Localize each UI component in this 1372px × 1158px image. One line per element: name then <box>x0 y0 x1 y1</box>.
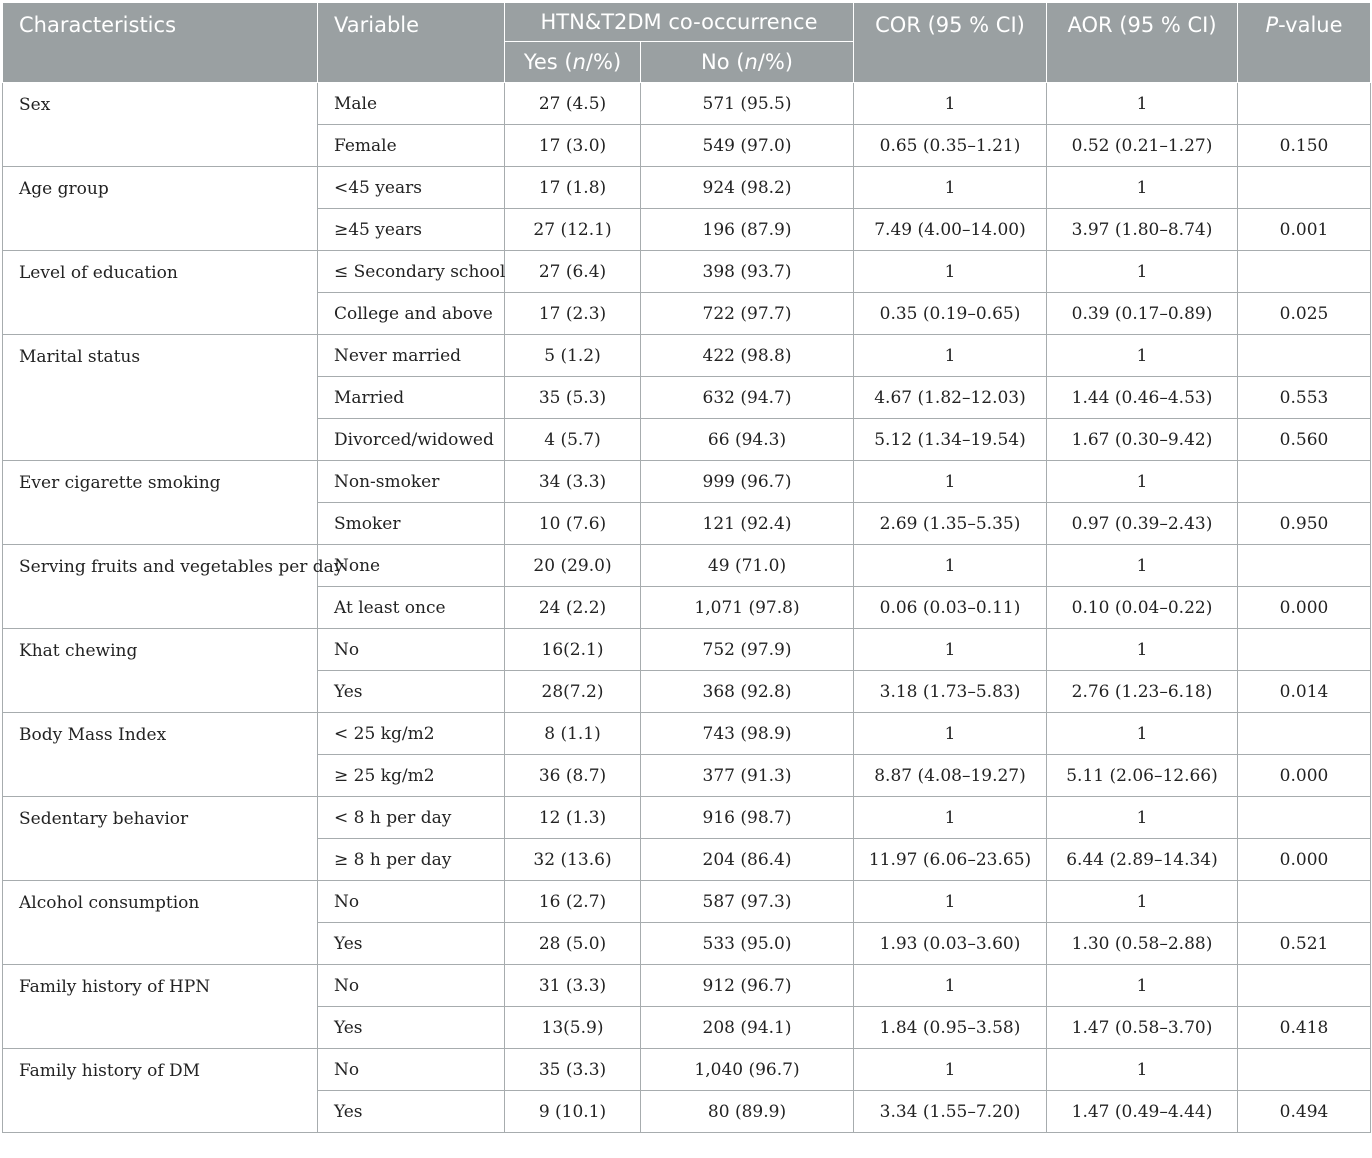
cor-cell: 1 <box>854 545 1047 587</box>
p-value-cell <box>1238 167 1371 209</box>
table-row <box>3 713 1371 755</box>
header-p-value <box>1238 3 1371 83</box>
cor-cell: 4.67 (1.82–12.03) <box>854 377 1047 419</box>
aor-cell: 1 <box>1047 545 1238 587</box>
no-count-cell: 377 (91.3) <box>641 755 854 797</box>
table-body <box>3 83 1371 1133</box>
table-row <box>3 461 1371 503</box>
no-count-cell: 912 (96.7) <box>641 965 854 1007</box>
no-count-cell: 999 (96.7) <box>641 461 854 503</box>
aor-cell: 5.11 (2.06–12.66) <box>1047 755 1238 797</box>
yes-count-cell: 10 (7.6) <box>505 503 641 545</box>
cor-cell: 1 <box>854 797 1047 839</box>
aor-cell: 1 <box>1047 335 1238 377</box>
p-value-cell: 0.000 <box>1238 839 1371 881</box>
cor-cell: 1 <box>854 629 1047 671</box>
variable-cell: ≥ 8 h per day <box>318 839 505 881</box>
variable-cell: No <box>318 1049 505 1091</box>
yes-count-cell: 35 (5.3) <box>505 377 641 419</box>
table-row <box>3 797 1371 839</box>
no-count-cell: 121 (92.4) <box>641 503 854 545</box>
yes-count-cell: 17 (1.8) <box>505 167 641 209</box>
aor-cell: 1 <box>1047 83 1238 125</box>
characteristic-cell: Family history of DM <box>3 1049 318 1133</box>
cor-cell: 1 <box>854 881 1047 923</box>
no-count-cell: 924 (98.2) <box>641 167 854 209</box>
aor-cell: 1 <box>1047 251 1238 293</box>
header-yes <box>505 42 641 83</box>
p-value-cell <box>1238 545 1371 587</box>
no-count-cell: 587 (97.3) <box>641 881 854 923</box>
variable-cell: Divorced/widowed <box>318 419 505 461</box>
cor-cell: 1 <box>854 335 1047 377</box>
cor-cell: 3.34 (1.55–7.20) <box>854 1091 1047 1133</box>
no-count-cell: 398 (93.7) <box>641 251 854 293</box>
cor-cell: 1.93 (0.03–3.60) <box>854 923 1047 965</box>
variable-cell: ≥ 25 kg/m2 <box>318 755 505 797</box>
header-no-main: No ( <box>701 50 745 74</box>
cor-cell: 1 <box>854 1049 1047 1091</box>
cor-cell: 1 <box>854 83 1047 125</box>
p-value-cell <box>1238 629 1371 671</box>
header-yes-tail: /%) <box>585 50 622 74</box>
header-no-tail: /%) <box>757 50 793 74</box>
cor-cell: 0.65 (0.35–1.21) <box>854 125 1047 167</box>
characteristic-cell: Alcohol consumption <box>3 881 318 965</box>
table-row <box>3 335 1371 377</box>
cor-cell: 8.87 (4.08–19.27) <box>854 755 1047 797</box>
cor-cell: 1 <box>854 461 1047 503</box>
yes-count-cell: 12 (1.3) <box>505 797 641 839</box>
cor-cell: 1.84 (0.95–3.58) <box>854 1007 1047 1049</box>
yes-count-cell: 9 (10.1) <box>505 1091 641 1133</box>
aor-cell: 1 <box>1047 797 1238 839</box>
yes-count-cell: 34 (3.3) <box>505 461 641 503</box>
no-count-cell: 743 (98.9) <box>641 713 854 755</box>
table-row <box>3 1049 1371 1091</box>
yes-count-cell: 20 (29.0) <box>505 545 641 587</box>
p-value-cell: 0.001 <box>1238 209 1371 251</box>
no-count-cell: 49 (71.0) <box>641 545 854 587</box>
variable-cell: < 25 kg/m2 <box>318 713 505 755</box>
variable-cell: <45 years <box>318 167 505 209</box>
cor-cell: 7.49 (4.00–14.00) <box>854 209 1047 251</box>
header-no-n: n <box>744 50 758 74</box>
characteristic-cell: Level of education <box>3 251 318 335</box>
p-value-cell: 0.014 <box>1238 671 1371 713</box>
aor-cell: 1.67 (0.30–9.42) <box>1047 419 1238 461</box>
no-count-cell: 722 (97.7) <box>641 293 854 335</box>
cor-cell: 3.18 (1.73–5.83) <box>854 671 1047 713</box>
yes-count-cell: 32 (13.6) <box>505 839 641 881</box>
characteristic-cell: Marital status <box>3 335 318 461</box>
variable-cell: Yes <box>318 1091 505 1133</box>
no-count-cell: 80 (89.9) <box>641 1091 854 1133</box>
table-row <box>3 83 1371 125</box>
aor-cell: 1 <box>1047 965 1238 1007</box>
characteristic-cell: Ever cigarette smoking <box>3 461 318 545</box>
no-count-cell: 916 (98.7) <box>641 797 854 839</box>
variable-cell: ≥45 years <box>318 209 505 251</box>
p-value-cell <box>1238 335 1371 377</box>
yes-count-cell: 24 (2.2) <box>505 587 641 629</box>
p-value-cell <box>1238 965 1371 1007</box>
no-count-cell: 368 (92.8) <box>641 671 854 713</box>
variable-cell: Yes <box>318 1007 505 1049</box>
characteristic-cell: Sex <box>3 83 318 167</box>
header-yes-main: Yes ( <box>523 50 573 74</box>
p-value-cell: 0.553 <box>1238 377 1371 419</box>
aor-cell: 1 <box>1047 713 1238 755</box>
p-value-cell: 0.494 <box>1238 1091 1371 1133</box>
aor-cell: 0.39 (0.17–0.89) <box>1047 293 1238 335</box>
aor-cell: 0.10 (0.04–0.22) <box>1047 587 1238 629</box>
p-value-cell <box>1238 797 1371 839</box>
yes-count-cell: 31 (3.3) <box>505 965 641 1007</box>
aor-cell: 1 <box>1047 1049 1238 1091</box>
p-value-cell: 0.150 <box>1238 125 1371 167</box>
aor-cell: 1.44 (0.46–4.53) <box>1047 377 1238 419</box>
variable-cell: < 8 h per day <box>318 797 505 839</box>
results-table <box>2 2 1371 1133</box>
no-count-cell: 204 (86.4) <box>641 839 854 881</box>
cor-cell: 11.97 (6.06–23.65) <box>854 839 1047 881</box>
variable-cell: Male <box>318 83 505 125</box>
no-count-cell: 571 (95.5) <box>641 83 854 125</box>
variable-cell: None <box>318 545 505 587</box>
header-cooccurrence: HTN&T2DM co-occurrence <box>505 3 854 42</box>
variable-cell: Smoker <box>318 503 505 545</box>
header-variable: Variable <box>318 3 505 83</box>
yes-count-cell: 36 (8.7) <box>505 755 641 797</box>
cor-cell: 1 <box>854 713 1047 755</box>
variable-cell: Married <box>318 377 505 419</box>
aor-cell: 1.30 (0.58–2.88) <box>1047 923 1238 965</box>
no-count-cell: 196 (87.9) <box>641 209 854 251</box>
header-characteristics: Characteristics <box>3 3 318 83</box>
characteristic-cell: Khat chewing <box>3 629 318 713</box>
p-value-cell <box>1238 461 1371 503</box>
cor-cell: 2.69 (1.35–5.35) <box>854 503 1047 545</box>
p-value-cell: 0.418 <box>1238 1007 1371 1049</box>
table-header <box>3 3 1371 83</box>
yes-count-cell: 5 (1.2) <box>505 335 641 377</box>
p-value-cell: 0.000 <box>1238 755 1371 797</box>
p-value-cell: 0.521 <box>1238 923 1371 965</box>
header-cor: COR (95 % CI) <box>854 3 1047 83</box>
yes-count-cell: 4 (5.7) <box>505 419 641 461</box>
p-value-cell <box>1238 251 1371 293</box>
no-count-cell: 66 (94.3) <box>641 419 854 461</box>
yes-count-cell: 13(5.9) <box>505 1007 641 1049</box>
no-count-cell: 632 (94.7) <box>641 377 854 419</box>
aor-cell: 1 <box>1047 881 1238 923</box>
aor-cell: 3.97 (1.80–8.74) <box>1047 209 1238 251</box>
no-count-cell: 422 (98.8) <box>641 335 854 377</box>
header-p-prefix: P <box>1265 13 1279 37</box>
header-yes-n: n <box>572 50 586 74</box>
variable-cell: No <box>318 881 505 923</box>
no-count-cell: 549 (97.0) <box>641 125 854 167</box>
p-value-cell: 0.950 <box>1238 503 1371 545</box>
no-count-cell: 1,071 (97.8) <box>641 587 854 629</box>
table-row <box>3 965 1371 1007</box>
aor-cell: 6.44 (2.89–14.34) <box>1047 839 1238 881</box>
characteristic-cell: Sedentary behavior <box>3 797 318 881</box>
cor-cell: 5.12 (1.34–19.54) <box>854 419 1047 461</box>
variable-cell: Female <box>318 125 505 167</box>
header-p-suffix: -value <box>1278 13 1343 37</box>
yes-count-cell: 28(7.2) <box>505 671 641 713</box>
cor-cell: 1 <box>854 251 1047 293</box>
characteristic-cell: Family history of HPN <box>3 965 318 1049</box>
p-value-cell: 0.025 <box>1238 293 1371 335</box>
characteristic-cell: Serving fruits and vegetables per day <box>3 545 318 629</box>
no-count-cell: 1,040 (96.7) <box>641 1049 854 1091</box>
p-value-cell: 0.560 <box>1238 419 1371 461</box>
characteristic-cell: Age group <box>3 167 318 251</box>
yes-count-cell: 27 (6.4) <box>505 251 641 293</box>
yes-count-cell: 27 (12.1) <box>505 209 641 251</box>
p-value-cell: 0.000 <box>1238 587 1371 629</box>
cor-cell: 0.06 (0.03–0.11) <box>854 587 1047 629</box>
table-row <box>3 629 1371 671</box>
yes-count-cell: 16(2.1) <box>505 629 641 671</box>
aor-cell: 1 <box>1047 461 1238 503</box>
p-value-cell <box>1238 1049 1371 1091</box>
variable-cell: ≤ Secondary school <box>318 251 505 293</box>
yes-count-cell: 16 (2.7) <box>505 881 641 923</box>
no-count-cell: 752 (97.9) <box>641 629 854 671</box>
variable-cell: No <box>318 965 505 1007</box>
header-aor: AOR (95 % CI) <box>1047 3 1238 83</box>
no-count-cell: 208 (94.1) <box>641 1007 854 1049</box>
variable-cell: No <box>318 629 505 671</box>
aor-cell: 0.97 (0.39–2.43) <box>1047 503 1238 545</box>
table-row <box>3 545 1371 587</box>
characteristic-cell: Body Mass Index <box>3 713 318 797</box>
yes-count-cell: 28 (5.0) <box>505 923 641 965</box>
variable-cell: Yes <box>318 923 505 965</box>
table-row <box>3 881 1371 923</box>
no-count-cell: 533 (95.0) <box>641 923 854 965</box>
yes-count-cell: 17 (2.3) <box>505 293 641 335</box>
header-no <box>641 42 854 83</box>
cor-cell: 1 <box>854 167 1047 209</box>
aor-cell: 1 <box>1047 167 1238 209</box>
cor-cell: 0.35 (0.19–0.65) <box>854 293 1047 335</box>
variable-cell: Yes <box>318 671 505 713</box>
variable-cell: Never married <box>318 335 505 377</box>
aor-cell: 0.52 (0.21–1.27) <box>1047 125 1238 167</box>
variable-cell: Non-smoker <box>318 461 505 503</box>
cor-cell: 1 <box>854 965 1047 1007</box>
header-row <box>3 3 1371 42</box>
aor-cell: 1.47 (0.58–3.70) <box>1047 1007 1238 1049</box>
yes-count-cell: 35 (3.3) <box>505 1049 641 1091</box>
table-row <box>3 167 1371 209</box>
yes-count-cell: 17 (3.0) <box>505 125 641 167</box>
p-value-cell <box>1238 713 1371 755</box>
p-value-cell <box>1238 881 1371 923</box>
variable-cell: At least once <box>318 587 505 629</box>
aor-cell: 1 <box>1047 629 1238 671</box>
yes-count-cell: 27 (4.5) <box>505 83 641 125</box>
table-row <box>3 251 1371 293</box>
aor-cell: 1.47 (0.49–4.44) <box>1047 1091 1238 1133</box>
aor-cell: 2.76 (1.23–6.18) <box>1047 671 1238 713</box>
yes-count-cell: 8 (1.1) <box>505 713 641 755</box>
variable-cell: College and above <box>318 293 505 335</box>
p-value-cell <box>1238 83 1371 125</box>
